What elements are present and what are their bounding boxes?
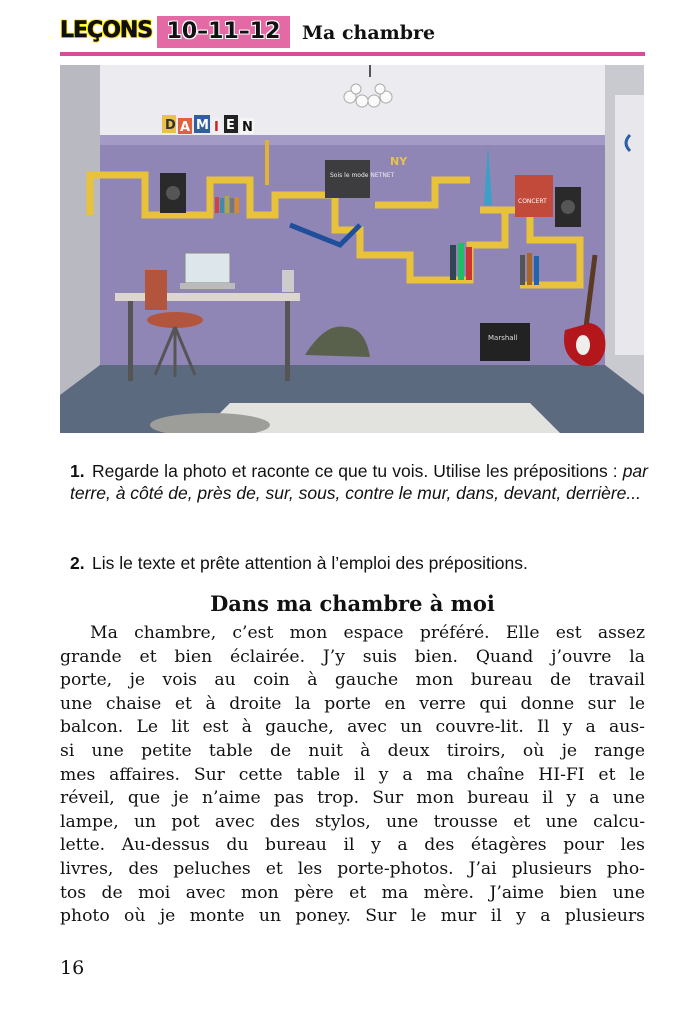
exercise-1-prepositions: par terre, à côté de, près de, sur, sous, contre le mur, dans, devant, derrière... (70, 461, 648, 503)
text-line: balcon. Le lit est à gauche, avec un couvre-lit. Il y a aus- (60, 717, 645, 738)
text-line: lette. Au-dessus du bureau il y a des étagères pour les (60, 835, 645, 856)
exercise-1 (70, 460, 648, 504)
exercise-2 (70, 552, 648, 574)
concert-poster (515, 175, 553, 217)
name-letters (162, 115, 254, 135)
amp-brand: Marshall (488, 334, 518, 342)
text-line: porte, je vois au coin à gauche mon bureau de travail (60, 670, 645, 691)
letter-n: N (242, 120, 253, 135)
bedroom-photo (60, 65, 644, 433)
letter-a: A (180, 120, 191, 135)
header-rule (60, 52, 645, 56)
text-line: tos de moi avec mon père et ma mère. J’aime bien une (60, 882, 645, 903)
text-line: photo où je monte un poney. Sur le mur il y a plusieurs (60, 906, 645, 927)
text-line: une chaise et à droite la porte en verre qui donne sur le (60, 693, 645, 714)
amplifier (480, 323, 530, 361)
text-line: grande et bien éclairée. J’y suis bien. Quand j’ouvre la (60, 646, 645, 667)
letter-m: M (196, 118, 209, 133)
lesson-header (60, 14, 645, 58)
text-line: mes affaires. Sur cette table il y a ma chaîne HI-FI et le (60, 764, 645, 785)
statue-liberty (265, 140, 269, 185)
laptop (185, 253, 230, 283)
page-title: Ma chambre (302, 22, 436, 44)
chalkboard (325, 160, 370, 198)
reading-text (60, 622, 645, 929)
ny-sign: NY (390, 155, 408, 168)
chalkboard-text: Sois le mode NETNET (330, 172, 395, 179)
text-line: lampe, un pot avec des stylos, une trousse et une calcu- (60, 811, 645, 832)
letter-e: E (226, 118, 235, 133)
text-heading: Dans ma chambre à moi (210, 591, 495, 616)
text-line: livres, des peluches et les porte-photos. J’ai plusieurs pho- (60, 858, 645, 879)
poster-text: CONCERT (518, 198, 547, 205)
letter-i: I (214, 120, 219, 135)
page-number: 16 (60, 957, 85, 979)
exercise-1-text: Regarde la photo et raconte ce que tu vois. Utilise les prépositions : (92, 461, 623, 481)
exercise-2-text: Lis le texte et prête attention à l’emploi des prépositions. (92, 553, 528, 573)
text-line: Ma chambre, c’est mon espace préféré. Elle est assez (90, 623, 645, 643)
text-line: si une petite table de nuit à deux tiroirs, où je range (60, 740, 645, 761)
exercise-2-number: 2. (70, 553, 85, 573)
lesson-numbers: 10–11–12 (157, 16, 290, 48)
exercise-1-number: 1. (70, 461, 85, 481)
lecons-label: LEÇONS (60, 18, 153, 43)
pen-pot (282, 270, 294, 292)
text-line: réveil, que je n’aime pas trop. Sur mon bureau il y a une (60, 788, 645, 809)
letter-d: D (165, 118, 176, 133)
